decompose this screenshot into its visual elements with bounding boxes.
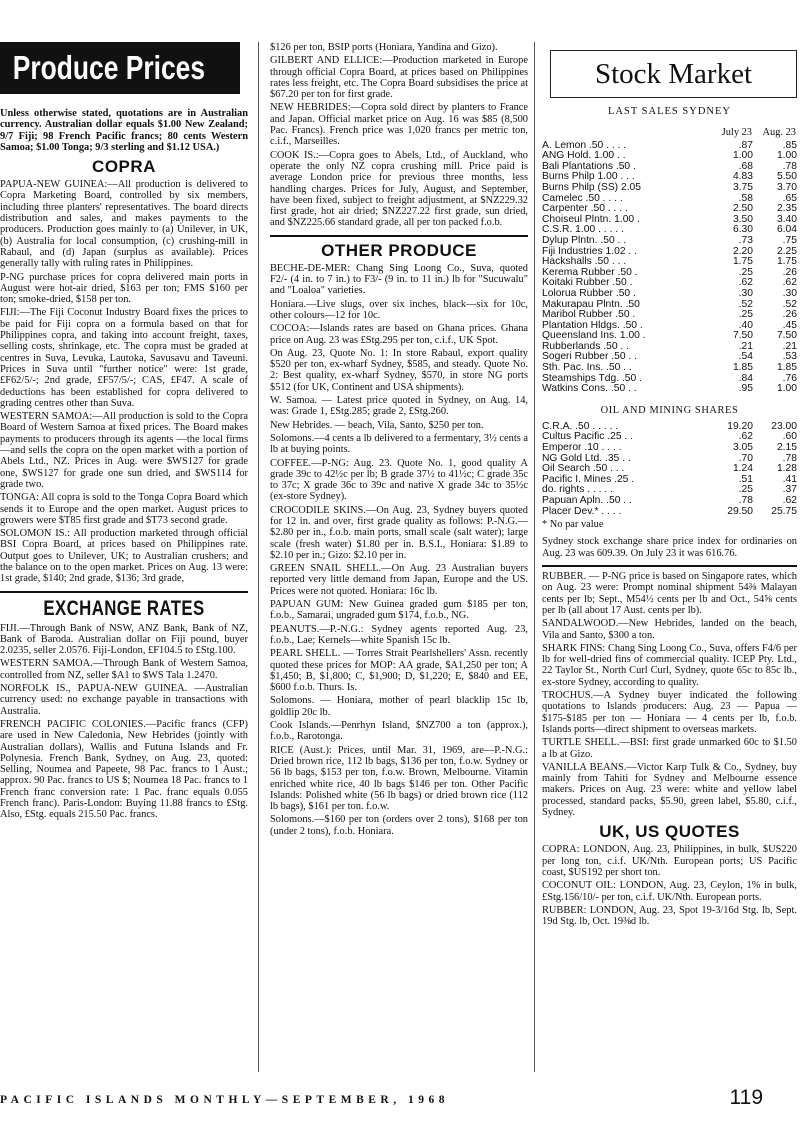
stock-row: [542, 183, 797, 194]
footer-masthead: PACIFIC ISLANDS MONTHLY—SEPTEMBER, 1968: [0, 1094, 449, 1106]
copra-para: FIJI:—The Fiji Coconut Industry Board fixes the prices to be paid for Fiji copra on a formula based on that for Philippines copra, and taking into account freight, taxes, selling costs, shrinkage, etc. The copra must be graded at centres in Suva, Levuka, Lautoka, Savusavu and Taveuni. Prices in Suva until "further notice" were: 1st grade, £F62/5/-; 2nd grade, £F57/5/-; CAS, £F47. A scale of deductions has been established for copra delivered to grading centres other than Suva.: [0, 307, 248, 409]
price-july: 4.83: [732, 171, 753, 183]
oil-row: [542, 496, 797, 507]
produce-prices-banner: [0, 42, 240, 94]
company-name: Cultus Pacific .25 . .: [542, 431, 633, 443]
company-name: Bali Plantations .50 .: [542, 160, 636, 172]
price-july: .58: [738, 192, 753, 204]
price-aug: .60: [782, 431, 797, 443]
price-july: .68: [738, 160, 753, 172]
page-footer: [0, 1086, 801, 1136]
price-aug: 3.70: [776, 181, 797, 193]
price-july: 7.50: [732, 330, 753, 342]
price-aug: .52: [782, 298, 797, 310]
company-name: A. Lemon .50 . . . .: [542, 139, 627, 151]
other-produce-para: Honiara.—Live slugs, over six inches, black—six for 10c, other colours—12 for 10c.: [270, 298, 528, 321]
price-july: 1.00: [732, 150, 753, 162]
price-july: 19.20: [727, 420, 753, 432]
price-aug: .30: [782, 287, 797, 299]
price-july: 3.50: [732, 213, 753, 225]
price-aug: 1.28: [776, 463, 797, 475]
price-july: 1.75: [732, 256, 753, 268]
stock-row: [542, 384, 797, 395]
copra-para: PAPUA-NEW GUINEA:—All production is delivered to Copra Marketing Board, controlled by six members, including three planters' representatives. The board directs distribution and sales, and makes payments to the producers. Production goes mainly to (a) Unilever, in UK, (b) Australia for local consumption, (c) crushing-mill in Rabaul, and (d) Japan (surplus as available). Prices generally tally with ruling rates in Philippines.: [0, 179, 248, 270]
stock-table: [542, 127, 797, 395]
price-july: .73: [738, 234, 753, 246]
company-name: NG Gold Ltd. .35 . .: [542, 452, 631, 464]
price-aug: .75: [782, 234, 797, 246]
column-rule: [534, 42, 535, 1072]
stock-row: [542, 236, 797, 247]
price-aug: 1.00: [776, 150, 797, 162]
column-aug: Aug. 23: [762, 127, 796, 138]
exchange-para: FRENCH PACIFIC COLONIES.—Pacific francs (CFP) are used in New Caledonia, New Hebrides (jointly with Australian dollars), Wallis and Futuna Islands and Fr. Polynesia. French Bank, Sydney, on Aug. 23, quoted: Selling, Noumea and Papeete, 98 Pac. francs to 1 Aust.; approx. 90 Pac. francs to US $; Noumea 18 Pac. francs to 1 French franc conversion rate: 1 Pac. franc equals 0.055 French franc). Paris-London: Buying 11.88 francs to £Stg. Also, £Stg. equals 215.50 Pac. francs.: [0, 718, 248, 821]
company-name: Sth. Pac. Ins. .50 . .: [542, 362, 632, 374]
copra-para: WESTERN SAMOA:—All production is sold to the Copra Board of Western Samoa at fixed prices. The Board makes payments to producers through its agents —the local firms—and sells the copra on the open market with a portion of Abels Ltd., NZ. Prices in Aug. were $WS127 for grade one, $WS127 for grade one sun dried, and $WS114 for grade two.: [0, 411, 248, 490]
section-divider: [542, 565, 797, 567]
company-name: C.S.R. 1.00 . . . . .: [542, 224, 624, 236]
price-july: .54: [738, 351, 753, 363]
company-name: Lolorua Rubber .50 .: [542, 287, 636, 299]
other-produce-para: W. Samoa. — Latest price quoted in Sydney, on Aug. 14, was: Grade 1, £Stg.285; grade 2, £Stg.260.: [270, 395, 528, 418]
copra-continued-para: NEW HEBRIDES:—Copra sold direct by planters to France and Japan. Official market price on Aug. 16 was $85 (8,500 Pac. Francs). French price was 1,020 francs per metric ton, c.i.f., Marseilles.: [270, 102, 528, 148]
oil-mining-heading: OIL AND MINING SHARES: [600, 404, 739, 416]
commodity-para: SHARK FINS: Chang Sing Loong Co., Suva, offers F4/6 per lb for well-dried fins of commercial quality. ICEP Pty. Ltd., 22 Taylor St., North Curl Curl, Sydney, quote 65c to 85c lb., ex-store Sydney, according to quality.: [542, 642, 797, 688]
page-number: 119: [729, 1086, 763, 1109]
uk-us-para: COCONUT OIL: LONDON, Aug. 23, Ceylon, 1% in bulk, £Stg.156/10/- per ton, c.i.f. UK/Nth. European ports.: [542, 880, 797, 903]
price-aug: .26: [782, 309, 797, 321]
price-july: .21: [738, 340, 753, 352]
company-name: Fiji Industries 1.02 . .: [542, 245, 637, 257]
price-july: .70: [738, 452, 753, 464]
oil-mining-table-body: [542, 422, 797, 517]
column-right: [542, 42, 797, 1074]
company-name: Kerema Rubber .50 .: [542, 266, 638, 278]
company-name: Plantation Hldgs. .50 .: [542, 319, 643, 331]
company-name: Carpenter .50 . . . .: [542, 203, 628, 215]
price-aug: .62: [782, 495, 797, 506]
price-aug: .65: [782, 192, 797, 204]
commodity-para: TURTLE SHELL.—BSI: first grade unmarked 60c to $1.50 a lb at Gizo.: [542, 737, 797, 760]
other-produce-para: Solomons. — Honiara, mother of pearl blacklip 15c lb, goldlip 20c lb.: [270, 695, 528, 718]
uk-us-para: COPRA: LONDON, Aug. 23, Philippines, in bulk, $US220 per long ton, c.i.f. UK/Nth. European ports; US Pacific coast, $US192 per short ton.: [542, 844, 797, 878]
company-name: Makurapau Plntn. .50: [542, 298, 640, 310]
company-name: Burns Philp 1.00 . . .: [542, 171, 635, 183]
stock-market-title: Stock Market: [594, 57, 753, 90]
other-produce-para: COCOA:—Islands rates are based on Ghana prices. Ghana price on Aug. 23 was £Stg.295 per ton, c.i.f., UK Spot.: [270, 323, 528, 346]
price-july: .78: [738, 495, 753, 506]
company-name: Placer Dev.* . . . .: [542, 505, 622, 517]
company-name: Pacific I. Mines .25 .: [542, 473, 635, 485]
exchange-rates-heading: EXCHANGE RATES: [43, 596, 205, 620]
price-aug: .26: [782, 266, 797, 278]
price-aug: .45: [782, 319, 797, 331]
company-name: Camelec .50 . . . .: [542, 192, 623, 204]
copra-heading: COPRA: [92, 157, 156, 177]
price-july: .25: [738, 266, 753, 278]
company-name: Rubberlands .50 . .: [542, 340, 630, 352]
other-produce-para: COFFEE.—P-NG: Aug. 23. Quote No. 1, good quality A grade 39c to 42½c per lb; B grade 37½ to 41½c; C grade 35c to 37c; X grade 36c to 39c and native X grade 34c to 35½c (ex-store Sydney).: [270, 457, 528, 503]
price-july: 1.85: [732, 362, 753, 374]
other-produce-para: CROCODILE SKINS.—On Aug. 23, Sydney buyers quoted for 12 in. and over, first grade quality as follows: P.-N.G.—$2.80 per in., f.o.b. main ports, small scale (salt water); large scale (fresh water) $1.80 per in. B.S.I., Honiara: $1.89 to $2.10 per in.; Gizo: $2.10 per in.: [270, 504, 528, 561]
price-july: 2.20: [732, 245, 753, 257]
produce-intro: Unless otherwise stated, quotations are in Australian currency. Australian dollar equals $1.00 New Zealand; 9/7 Fiji; 98 French Pacific francs; 80 cents Western Samoa; $1.00 Tonga; 9/3 sterling and $1.12 USA.): [0, 108, 248, 153]
company-name: Watkins Cons. .50 . .: [542, 383, 637, 395]
stock-subtitle: LAST SALES SYDNEY: [608, 106, 731, 117]
price-july: .62: [738, 277, 753, 289]
company-name: Koitaki Rubber .50 .: [542, 277, 633, 289]
price-aug: .85: [782, 139, 797, 151]
par-value-note: * No par value: [542, 519, 604, 531]
price-july: .84: [738, 372, 753, 384]
stock-table-body: [542, 141, 797, 395]
price-july: .62: [738, 431, 753, 443]
company-name: ANG Hold. 1.00 . .: [542, 150, 626, 162]
price-aug: .21: [782, 340, 797, 352]
price-aug: 1.75: [776, 256, 797, 268]
company-name: Steamships Tdg. .50 .: [542, 372, 642, 384]
column-rule: [258, 42, 259, 1072]
price-july: 6.30: [732, 224, 753, 236]
price-aug: 2.35: [776, 203, 797, 215]
price-aug: .76: [782, 372, 797, 384]
other-produce-para: PEARL SHELL. — Torres Strait Pearlshellers' Assn. recently quoted these prices for MOP: AA grade, $A1,250 per ton; A $1,450; B, $1,800; C, $1,900; D, $1,220; E, $840 and EE, $600 f.o.b. Thurs. Is.: [270, 648, 528, 694]
other-produce-para: BECHE-DE-MER: Chang Sing Loong Co., Suva, quoted F2/- (4 in. to 7 in.) to F3/- (9 in. to 11 in.) lb for "Sucuwalu" and "Loaloa" varieties.: [270, 262, 528, 297]
other-produce-para: GREEN SNAIL SHELL.—On Aug. 23 Australian buyers reported very little demand from Japan, Europe and the US. Prices were not quoted. Honiara: 16c lb.: [270, 563, 528, 597]
company-name: Papuan Apln. .50 . .: [542, 495, 632, 506]
company-name: Maribol Rubber .50 .: [542, 309, 636, 321]
company-name: Burns Philp (SS) 2.05: [542, 181, 642, 193]
copra-continued-para: $126 per ton, BSIP ports (Honiara, Yandina and Gizo).: [270, 42, 498, 53]
price-july: 2.50: [732, 203, 753, 215]
column-left: [0, 42, 248, 1074]
other-produce-para: Solomons.—$160 per ton (orders over 2 tons), $168 per ton (under 2 tons), f.o.b. Honiara.: [270, 814, 528, 837]
company-name: do. rights . . . . .: [542, 484, 613, 496]
commodity-para: SANDALWOOD.—New Hebrides, landed on the beach, Vila and Santo, $300 a ton.: [542, 618, 797, 641]
section-divider: [0, 591, 248, 593]
copra-para: SOLOMON IS.: All production marketed through official BSI Copra Board, at prices based on Philippines rate. Output goes to Unilever, UK; to Australian crushers; and the balance on to the open market. Prices on Aug. 13 were: 1st grade, $140; 2nd grade, $136; 3rd grade,: [0, 528, 248, 585]
price-aug: 3.40: [776, 213, 797, 225]
other-produce-para: PAPUAN GUM: New Guinea graded gum $185 per ton, f.o.b., Samarai, ungraded gum $174, f.o.b., NG.: [270, 599, 528, 622]
other-produce-para: Cook Islands.—Penrhyn Island, $NZ700 a ton (approx.), f.o.b., Rarotonga.: [270, 720, 528, 743]
price-aug: 2.25: [776, 245, 797, 257]
company-name: C.R.A. .50 . . . . .: [542, 420, 619, 432]
company-name: Choiseul Plntn. 1.00 .: [542, 213, 640, 225]
price-july: .52: [738, 298, 753, 310]
price-aug: .78: [782, 160, 797, 172]
exchange-para: FIJI.—Through Bank of NSW, ANZ Bank, Bank of NZ, Bank of Baroda. Australian dollar on Fiji pound, buyer 2.0235, seller 2.0576. Fiji-London, £F104.5 to £Stg.100.: [0, 622, 248, 657]
price-july: .40: [738, 319, 753, 331]
exchange-para: WESTERN SAMOA.—Through Bank of Western Samoa, controlled from NZ, seller $A1 to $WS Tala 1.2470.: [0, 658, 248, 681]
company-name: Emperor .10 . . . .: [542, 442, 622, 454]
other-produce-para: New Hebrides. — beach, Vila, Santo, $250 per ton.: [270, 419, 484, 431]
stock-market-title-box: [550, 50, 797, 98]
produce-prices-title: Produce Prices: [12, 49, 206, 86]
oil-mining-table: [542, 422, 797, 517]
other-produce-para: RICE (Aust.): Prices, until Mar. 31, 1969, are—P.-N.G.: Dried brown rice, 112 lb bags, $136 per ton, f.o.w. Sydney or 56 lb bags, $153 per ton, f.o.w. Brown, Melbourne. Vitamin enriched white rice, 40 lb bags $146 per ton. Other Pacific Islands: Polished white (56 lb bags) or dried brown rice (112 lb bags), $161 per ton. f.o.w.: [270, 744, 528, 813]
column-middle: [270, 42, 528, 1074]
index-note: Sydney stock exchange share price index for ordinaries on Aug. 23 was 609.39. On July 23 it was 616.76.: [542, 536, 797, 559]
company-name: Queensland Ins. 1.00 .: [542, 330, 646, 342]
stock-row: [542, 289, 797, 300]
other-produce-heading: OTHER PRODUCE: [321, 240, 477, 260]
price-july: .30: [738, 287, 753, 299]
price-aug: 5.50: [776, 171, 797, 183]
price-july: .25: [738, 484, 753, 496]
price-aug: 2.15: [776, 442, 797, 454]
price-july: 1.24: [732, 463, 753, 475]
uk-us-quotes-heading: UK, US QUOTES: [599, 822, 740, 842]
commodity-para: RUBBER. — P-NG price is based on Singapore rates, which on Aug. 23 were: Prompt nominal shipment 54⅜ Malayan cents per lb; Sept., M54½ cents per lb and Oct., 54⅝ cents per lb (all about 17 Aust. cents per lb).: [542, 571, 797, 616]
copra-continued-para: COOK IS.:—Copra goes to Abels, Ltd., of Auckland, who operate the only NZ copra crushing mill. Price paid is average London price for previous three months, less handling charges. Prices for July, August, and September, have been fixed, subject to freight adjustment, at $NZ229.32 first grade, hot air dried; $NZ227.22 first grade, sun dried, and $NZ225.66 standard grade, all per ton packed f.o.b.: [270, 149, 528, 229]
price-aug: .62: [782, 277, 797, 289]
commodity-para: TROCHUS.—A Sydney buyer indicated the following quotations to Islands producers: Aug. 23 — Papua — $175-$185 per ton — Honiara — 4 cents per lb, f.o.b. Islands ports—direct shipment to overseas markets.: [542, 690, 797, 735]
price-aug: .78: [782, 452, 797, 464]
price-july: .51: [738, 473, 753, 485]
uk-us-para: RUBBER: LONDON, Aug. 23, Spot 19-3/16d Stg. lb, Sept. 19d Stg. lb, Oct. 19⅜d lb.: [542, 904, 797, 928]
price-aug: 23.00: [771, 420, 797, 432]
other-produce-para: PEANUTS.—P.-N.G.: Sydney agents reported Aug. 23, f.o.b., Lae; Kernels—white Spanish 15c lb.: [270, 623, 528, 646]
price-aug: .37: [782, 484, 797, 496]
price-july: .87: [738, 139, 753, 151]
commodity-para: VANILLA BEANS.—Victor Karp Tulk & Co., Sydney, buy mainly from Tahiti for Sydney and Melbourne essence makers. Prices on Aug. 23 were: white and yellow label processed, standard packs, $5.90, green label, $5.80, c.i.f., Sydney.: [542, 761, 797, 819]
price-aug: 1.85: [776, 362, 797, 374]
price-july: 29.50: [727, 505, 753, 517]
other-produce-para: On Aug. 23, Quote No. 1: In store Rabaul, export quality $520 per ton, ex-wharf Sydney, $585, and steady. Quote No. 2: Best quality, ex-wharf Sydney, $570, in store NG ports $512 (for UK, Continent and USA shipments).: [270, 347, 528, 393]
company-name: Dylup Plntn. .50 . .: [542, 234, 627, 246]
price-aug: .53: [782, 351, 797, 363]
price-aug: 1.00: [776, 383, 797, 395]
price-aug: .41: [782, 473, 797, 485]
exchange-para: NORFOLK IS., PAPUA-NEW GUINEA. —Australian currency used: no exchange payable in transactions with Australia.: [0, 683, 248, 717]
price-aug: 6.04: [776, 224, 797, 236]
column-july: July 23: [721, 127, 752, 138]
stock-table-header: [542, 127, 797, 141]
price-aug: 7.50: [776, 330, 797, 342]
price-july: .95: [738, 383, 753, 395]
price-aug: 25.75: [771, 505, 797, 517]
price-july: 3.75: [732, 181, 753, 193]
company-name: Oil Search .50 . . .: [542, 463, 625, 475]
other-produce-para: Solomons.—4 cents a lb delivered to a fermentary, 3½ cents a lb at buying points.: [270, 432, 528, 456]
copra-continued-para: GILBERT AND ELLICE:—Production marketed in Europe through official Copra Board, at prices based on Philippines rates less freight, etc. The Copra Board subsidises the price at $67.20 per ton for first grade.: [270, 55, 528, 101]
copra-para: TONGA: All copra is sold to the Tonga Copra Board which sends it to Europe and the open market. August prices to growers were $T85 first grade and $T73 second grade.: [0, 492, 248, 526]
oil-row: [542, 507, 797, 518]
price-july: .25: [738, 309, 753, 321]
copra-para: P-NG purchase prices for copra delivered main ports in August were hot-air dried, $163 per ton; FMS $160 per ton; smoke-dried, $158 per ton.: [0, 271, 248, 306]
company-name: Sogeri Rubber .50 . .: [542, 351, 638, 363]
price-july: 3.05: [732, 442, 753, 454]
company-name: Hackshalls .50 . . .: [542, 256, 627, 268]
section-divider: [270, 235, 528, 237]
